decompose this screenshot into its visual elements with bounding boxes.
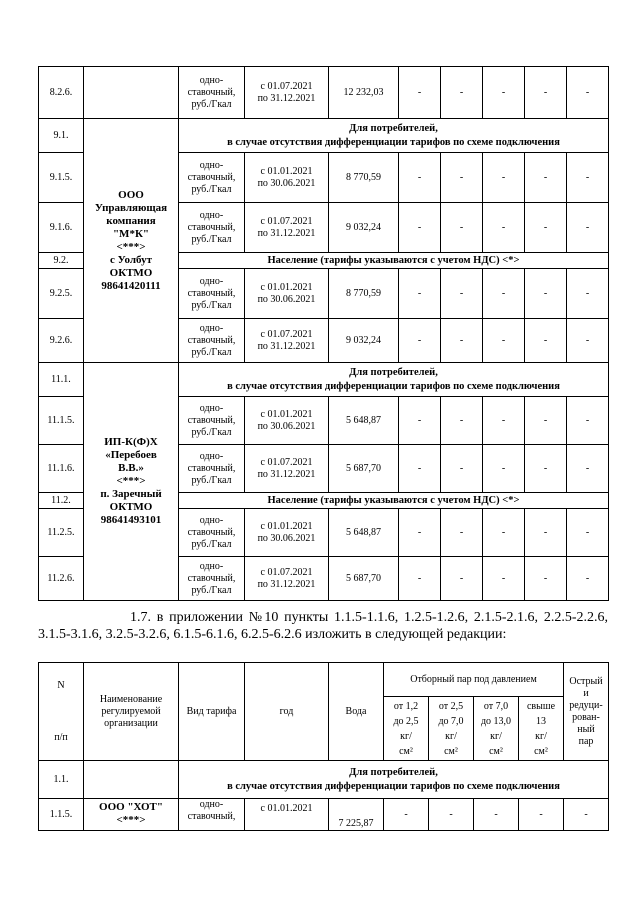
- row-number: 9.1.: [39, 119, 84, 153]
- tariff-type-line-line: одно-: [199, 275, 224, 287]
- empty-value: -: [567, 445, 609, 493]
- org-cell: [84, 761, 179, 799]
- row-number: 9.2.: [39, 253, 84, 269]
- tariff-type-line-line: руб./Гкал: [191, 346, 232, 358]
- period: [245, 203, 329, 253]
- org-cell-prev: [84, 67, 179, 119]
- tariff-type: [179, 397, 245, 445]
- amendment-paragraph: 1.7. в приложении №10 пункты 1.1.5-1.1.6, 1.2.5-1.2.6, 2.1.5-2.1.6, 2.2.5-2.2.6, 3.1.5-3.1.6, 3.2.5-3.2.6, 6.1.5-6.1.6, 6.2.5-6.2.6 изложить в следующей редакции:: [38, 610, 608, 642]
- header-org: Наименование регулируемой организации: [84, 663, 179, 761]
- header-num: N п/п: [39, 663, 84, 761]
- tariff-type-line-line: одно-: [199, 322, 224, 334]
- empty-value: -: [525, 67, 567, 119]
- steam-pressure-col: от 2,5 до 7,0 кг/ см²: [429, 697, 474, 761]
- section-header: [179, 493, 609, 509]
- tariff-type: [179, 445, 245, 493]
- tariff-type-line-line: ставочный,: [187, 572, 236, 584]
- tariff-type-line-line: ставочный,: [187, 811, 236, 822]
- section-line-line: Для потребителей,: [349, 366, 438, 378]
- tariff-type-line-line: руб./Гкал: [191, 584, 232, 596]
- row-number: 11.2.: [39, 493, 84, 509]
- org-name-line: компания: [106, 214, 156, 227]
- empty-value: -: [483, 67, 525, 119]
- empty-value: -: [399, 557, 441, 601]
- appendix-10-table: [38, 662, 609, 831]
- tariff-type: [179, 557, 245, 601]
- org-name-line: <***>: [116, 814, 146, 826]
- section-header: [179, 119, 609, 153]
- table-row: [39, 67, 609, 119]
- empty-value: -: [483, 557, 525, 601]
- period: [245, 153, 329, 203]
- empty-value: -: [399, 203, 441, 253]
- section-header: [179, 363, 609, 397]
- org-name-cell: [84, 119, 179, 363]
- org-name-line: «Перебоев: [105, 449, 157, 461]
- period: [245, 269, 329, 319]
- tariff-type-line-line: руб./Гкал: [191, 233, 232, 245]
- empty-value: -: [441, 67, 483, 119]
- empty-value: -: [525, 319, 567, 363]
- empty-value: -: [399, 509, 441, 557]
- header-year: год: [245, 663, 329, 761]
- tariff-type-line-line: одно-: [199, 74, 224, 86]
- empty-value: -: [429, 799, 474, 831]
- empty-value: -: [519, 799, 564, 831]
- water-value: 5 648,87: [329, 509, 399, 557]
- empty-value: -: [441, 319, 483, 363]
- empty-value: -: [567, 153, 609, 203]
- org-name-line: ОКТМО: [109, 501, 153, 513]
- period-line-line: с 01.07.2021: [260, 456, 313, 468]
- period-line-line: по 30.06.2021: [257, 177, 316, 189]
- empty-value: -: [483, 397, 525, 445]
- empty-value: -: [567, 269, 609, 319]
- empty-value: -: [399, 269, 441, 319]
- empty-value: -: [567, 67, 609, 119]
- water-value: 9 032,24: [329, 319, 399, 363]
- water-value: 8 770,59: [329, 153, 399, 203]
- empty-value: -: [441, 397, 483, 445]
- section-line-line: Население (тарифы указываются с учетом НДС) <*>: [267, 254, 520, 266]
- tariff-type-line-line: одно-: [199, 514, 224, 526]
- period-line-line: по 31.12.2021: [257, 227, 316, 239]
- empty-value: -: [441, 269, 483, 319]
- table-row: [39, 363, 609, 397]
- org-name-line: ОКТМО: [109, 266, 153, 279]
- org-name-line: 98641493101: [100, 514, 162, 526]
- empty-value: -: [483, 153, 525, 203]
- org-name-cell: [84, 363, 179, 601]
- header-water: Вода: [329, 663, 384, 761]
- empty-value: -: [564, 799, 609, 831]
- row-number: 11.2.5.: [39, 509, 84, 557]
- org-name-line: ООО: [118, 188, 144, 201]
- org-name-line: В.В.»: [118, 462, 144, 474]
- period-line-line: с 01.01.2021: [260, 520, 313, 532]
- header-steam: Отборный пар под давлением: [384, 663, 564, 697]
- empty-value: -: [441, 509, 483, 557]
- empty-value: -: [399, 445, 441, 493]
- section-header: [179, 253, 609, 269]
- tariff-table-continued: [38, 66, 609, 601]
- water-value: 9 032,24: [329, 203, 399, 253]
- tariff-type-line-line: одно-: [199, 799, 224, 810]
- org-name-cell: [84, 799, 179, 831]
- tariff-type-line-line: руб./Гкал: [191, 299, 232, 311]
- section-line-line: Население (тарифы указываются с учетом НДС) <*>: [267, 494, 520, 506]
- org-name-line: п. Заречный: [100, 488, 162, 500]
- empty-value: -: [399, 319, 441, 363]
- tariff-type-line-line: ставочный,: [187, 86, 236, 98]
- period-line-line: с 01.07.2021: [260, 80, 313, 92]
- period-line-line: с 01.07.2021: [260, 566, 313, 578]
- row-number: 9.2.5.: [39, 269, 84, 319]
- empty-value: -: [525, 203, 567, 253]
- empty-value: -: [441, 153, 483, 203]
- empty-value: -: [441, 203, 483, 253]
- section-line-line: Для потребителей,: [349, 766, 438, 778]
- water-value: 5 687,70: [329, 445, 399, 493]
- section-line-line: в случае отсутствия дифференциации тарифов по схеме подключения: [227, 136, 560, 148]
- period-line-line: по 30.06.2021: [257, 420, 316, 432]
- org-name-line: "М*К": [112, 227, 150, 240]
- empty-value: -: [525, 153, 567, 203]
- empty-value: -: [384, 799, 429, 831]
- header-sharp-steam: Острый и редуци- рован- ный пар: [564, 663, 609, 761]
- tariff-type-line-line: руб./Гкал: [191, 538, 232, 550]
- steam-pressure-col: от 7,0 до 13,0 кг/ см²: [474, 697, 519, 761]
- row-number: 11.2.6.: [39, 557, 84, 601]
- period-line-line: с 01.01.2021: [260, 803, 313, 814]
- org-name-line: <***>: [116, 240, 146, 253]
- section-line-line: в случае отсутствия дифференциации тарифов по схеме подключения: [227, 780, 560, 792]
- empty-value: -: [441, 445, 483, 493]
- tariff-type: [179, 319, 245, 363]
- empty-value: -: [399, 67, 441, 119]
- tariff-type-line-line: ставочный,: [187, 526, 236, 538]
- tariff-type-line-line: ставочный,: [187, 414, 236, 426]
- row-number: 1.1.: [39, 761, 84, 799]
- tariff-type-line-line: одно-: [199, 560, 224, 572]
- row-number: 9.2.6.: [39, 319, 84, 363]
- period-line-line: с 01.01.2021: [260, 408, 313, 420]
- empty-value: -: [525, 269, 567, 319]
- period-line-line: с 01.07.2021: [260, 215, 313, 227]
- period: [245, 67, 329, 119]
- empty-value: -: [567, 203, 609, 253]
- steam-pressure-col: от 1,2 до 2,5 кг/ см²: [384, 697, 429, 761]
- period-line-line: по 31.12.2021: [257, 92, 316, 104]
- tariff-type-line-line: одно-: [199, 209, 224, 221]
- tariff-type-line-line: руб./Гкал: [191, 474, 232, 486]
- empty-value: -: [567, 557, 609, 601]
- empty-value: -: [525, 557, 567, 601]
- empty-value: -: [483, 509, 525, 557]
- empty-value: -: [525, 397, 567, 445]
- tariff-type-line-line: одно-: [199, 159, 224, 171]
- org-name-line: ООО "ХОТ": [99, 801, 163, 813]
- org-name-line: Управляющая: [94, 201, 168, 214]
- period: [245, 509, 329, 557]
- tariff-type-line-line: руб./Гкал: [191, 98, 232, 110]
- tariff-type-line-line: ставочный,: [187, 221, 236, 233]
- tariff-type: [179, 509, 245, 557]
- row-number: 9.1.6.: [39, 203, 84, 253]
- empty-value: -: [483, 203, 525, 253]
- empty-value: -: [474, 799, 519, 831]
- row-number: 1.1.5.: [39, 799, 84, 831]
- period-line-line: по 30.06.2021: [257, 293, 316, 305]
- empty-value: -: [483, 445, 525, 493]
- org-name-line: <***>: [116, 475, 146, 487]
- empty-value: -: [483, 319, 525, 363]
- row-number: 8.2.6.: [39, 67, 84, 119]
- row-number: 11.1.6.: [39, 445, 84, 493]
- empty-value: -: [441, 557, 483, 601]
- water-value: 5 648,87: [329, 397, 399, 445]
- period: [245, 799, 329, 831]
- empty-value: -: [525, 445, 567, 493]
- tariff-type-line-line: одно-: [199, 450, 224, 462]
- water-value: 12 232,03: [329, 67, 399, 119]
- period-line-line: с 01.01.2021: [260, 165, 313, 177]
- water-value: 5 687,70: [329, 557, 399, 601]
- section-line-line: в случае отсутствия дифференциации тарифов по схеме подключения: [227, 380, 560, 392]
- period: [245, 319, 329, 363]
- tariff-type-line-line: одно-: [199, 402, 224, 414]
- org-name-line: ИП-К(Ф)Х: [104, 436, 158, 448]
- org-name-line: с Уолбут: [109, 253, 153, 266]
- water-value: 7 225,87: [329, 799, 384, 831]
- period: [245, 557, 329, 601]
- period-line-line: по 31.12.2021: [257, 468, 316, 480]
- empty-value: -: [483, 269, 525, 319]
- tariff-type-line-line: ставочный,: [187, 462, 236, 474]
- table-row: [39, 119, 609, 153]
- empty-value: -: [525, 509, 567, 557]
- empty-value: -: [399, 153, 441, 203]
- row-number: 11.1.: [39, 363, 84, 397]
- tariff-type: [179, 269, 245, 319]
- period-line-line: по 31.12.2021: [257, 340, 316, 352]
- tariff-type-line-line: ставочный,: [187, 334, 236, 346]
- period-line-line: с 01.07.2021: [260, 328, 313, 340]
- empty-value: -: [399, 397, 441, 445]
- period: [245, 445, 329, 493]
- steam-pressure-col: свыше 13 кг/ см²: [519, 697, 564, 761]
- tariff-type-line-line: ставочный,: [187, 287, 236, 299]
- period-line-line: по 31.12.2021: [257, 578, 316, 590]
- header-tariff-type: Вид тарифа: [179, 663, 245, 761]
- tariff-type: [179, 799, 245, 831]
- empty-value: -: [567, 319, 609, 363]
- empty-value: -: [567, 397, 609, 445]
- period-line-line: по 30.06.2021: [257, 532, 316, 544]
- period-line-line: с 01.01.2021: [260, 281, 313, 293]
- period: [245, 397, 329, 445]
- section-header: [179, 761, 609, 799]
- tariff-type: [179, 153, 245, 203]
- row-number: 9.1.5.: [39, 153, 84, 203]
- row-number: 11.1.5.: [39, 397, 84, 445]
- tariff-type: [179, 67, 245, 119]
- org-name-line: 98641420111: [101, 279, 161, 292]
- tariff-type-line-line: ставочный,: [187, 171, 236, 183]
- water-value: 8 770,59: [329, 269, 399, 319]
- tariff-type-line-line: руб./Гкал: [191, 183, 232, 195]
- tariff-type-line-line: руб./Гкал: [191, 426, 232, 438]
- empty-value: -: [567, 509, 609, 557]
- section-line-line: Для потребителей,: [349, 122, 438, 134]
- tariff-type: [179, 203, 245, 253]
